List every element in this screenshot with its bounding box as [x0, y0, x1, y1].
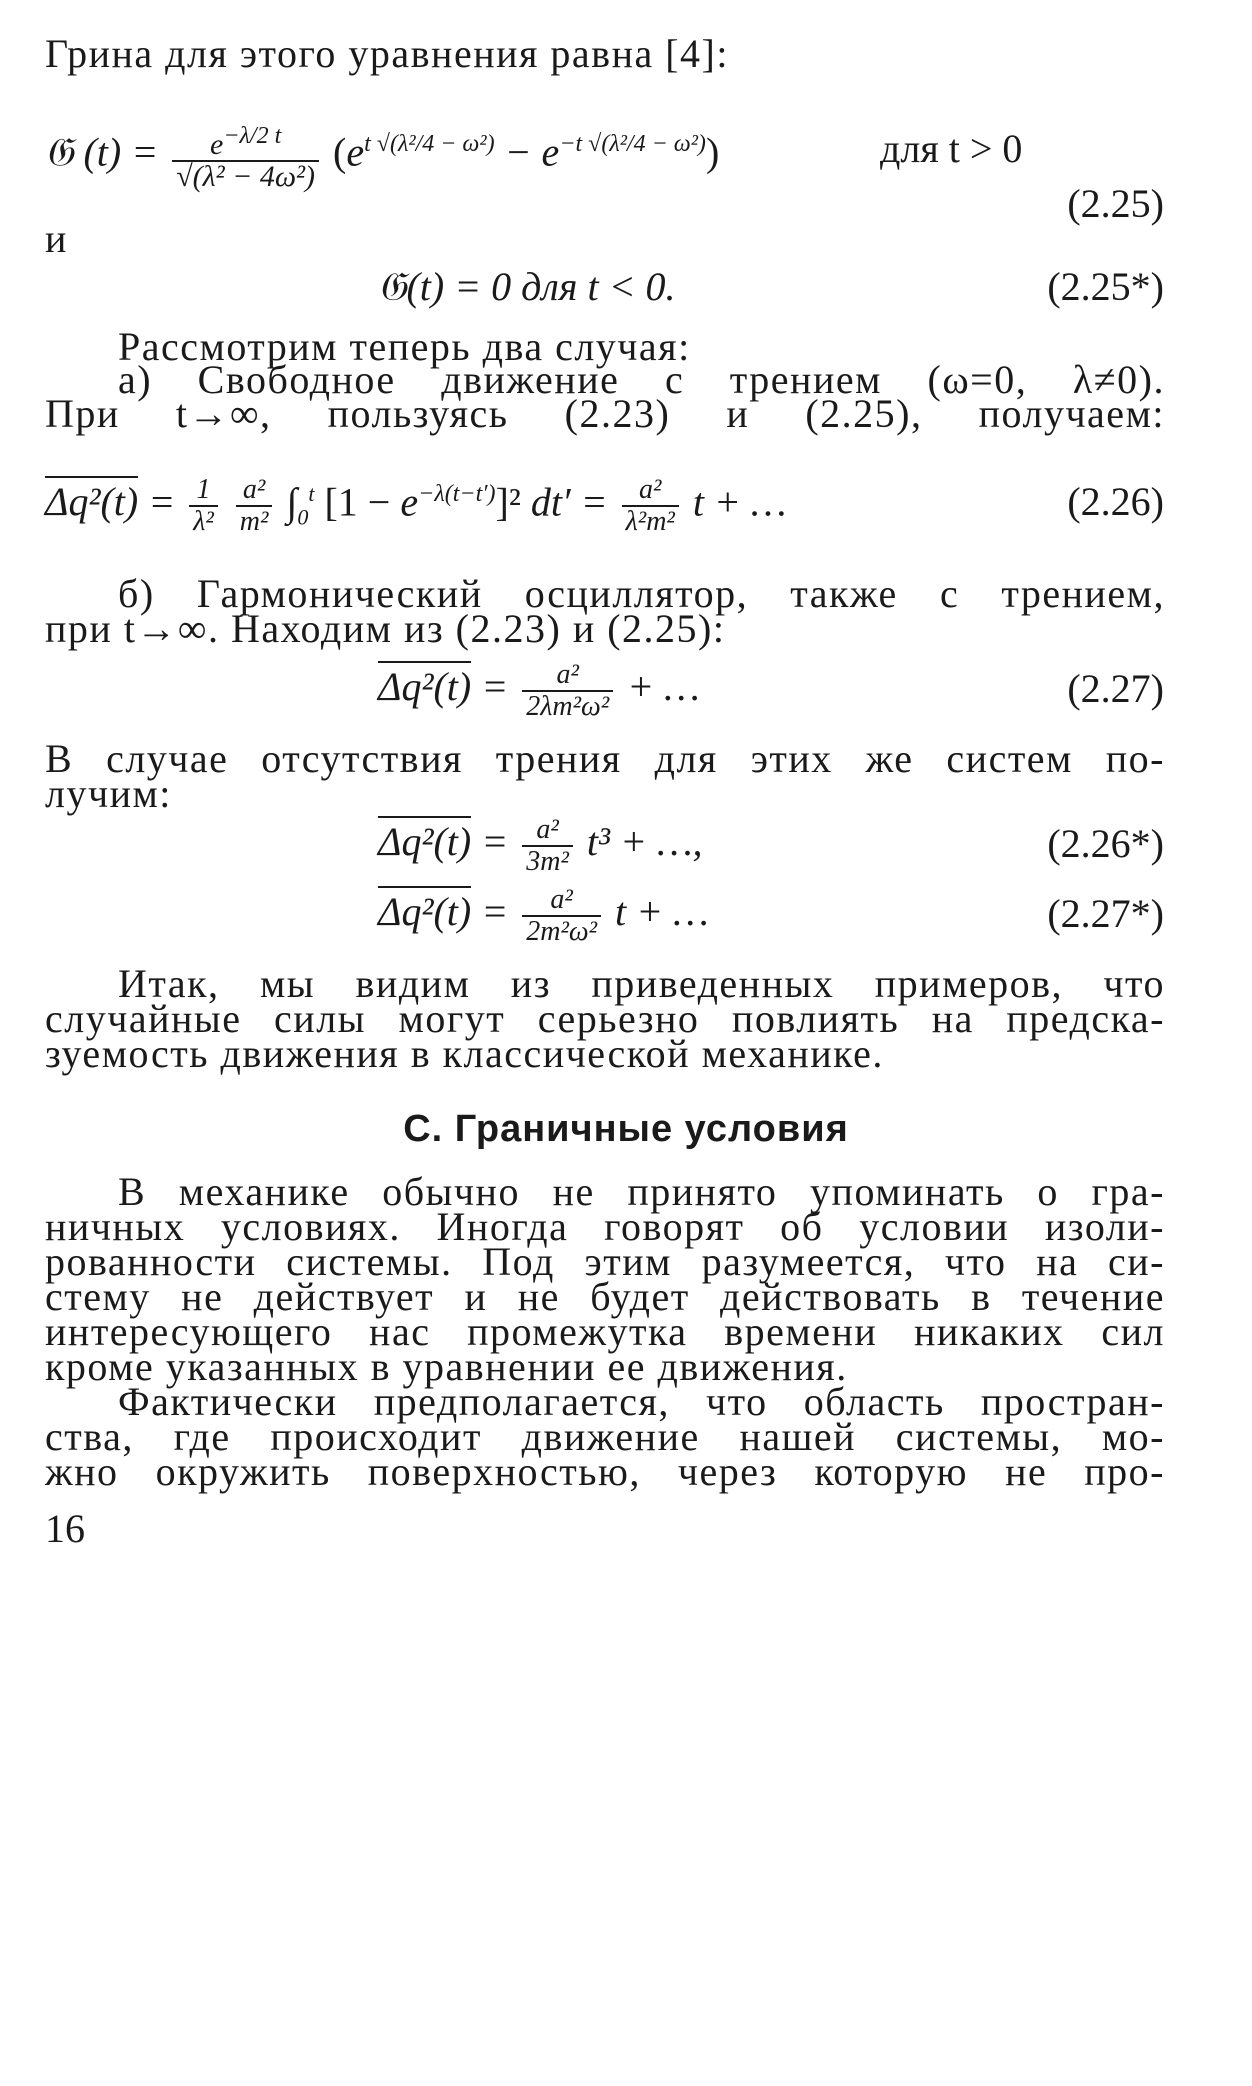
equation-2-25: 𝔊 (t) = $\frac{e^{-\lambda/2 t}}{\text{√(λ² − 4ω²)}}$ $(e^{t √(\lambda^2/4 - \omega^2)} - e^{-t √(\lambda^2/4 - \omega^2)})$	[45, 122, 720, 193]
text-conclusion-line1: Итак, мы видим из приведенных примеров, что	[118, 961, 1165, 1006]
text-case-b-line2: при t→∞. Находим из (2.23) и (2.25):	[45, 606, 726, 651]
equation-2-27: Δq²(t) = $\frac{\text{a²}}{\text{2λm²ω²}}$ + …	[378, 659, 700, 722]
equation-number-2-27-star: (2.27*)	[1047, 891, 1164, 936]
text-no-friction-line1: В случае отсутствия трения для этих же систем по-	[45, 736, 1165, 781]
text-para1-line3: рованности системы. Под этим разумеется, что на си-	[45, 1239, 1165, 1284]
text-conclusion-line3: зуемость движения в классической механике.	[45, 1031, 884, 1076]
text-para1-line5: интересующего нас промежутка времени никаких сил	[45, 1309, 1165, 1354]
equation-2-25-star: 𝔊(t) = 0 для t < 0.	[378, 264, 676, 309]
section-heading: С. Граничные условия	[403, 1108, 849, 1150]
equation-number-2-26: (2.26)	[1067, 479, 1164, 524]
text-no-friction-line2: лучим:	[45, 771, 172, 816]
text-line-green-function: Грина для этого уравнения равна [4]:	[45, 31, 729, 76]
text-case-b-line1: б) Гармонический осциллятор, также с трением,	[118, 571, 1165, 616]
text-para1-line1: В механике обычно не принято упоминать о гра-	[118, 1169, 1165, 1214]
text-para2-line1: Фактически предполагается, что область простран-	[118, 1379, 1165, 1424]
equation-2-25-condition: для t > 0	[880, 126, 1023, 171]
text-conclusion-line2: случайные силы могут серьезно повлиять на предска-	[45, 996, 1165, 1041]
page-number: 16	[45, 1506, 85, 1551]
equation-number-2-25: (2.25)	[1067, 181, 1164, 226]
equation-2-25-lhs: 𝔊 (t) =	[45, 129, 159, 175]
equation-2-26: Δq²(t) = $\frac{1}{\text{λ²}}$ $\frac{\text{a²}}{\text{m²}}$ $\int_0^t$ $[1 - e^{-\lambda(t-t')}]^2$ dt′ = $\frac{\text{a²}}{\text{λ²m²}}$ t + …	[45, 474, 787, 538]
equation-number-2-27: (2.27)	[1067, 666, 1164, 711]
text-and: и	[45, 216, 68, 261]
equation-2-25-fraction: $\frac{e^{-\lambda/2 t}}{\text{√(λ² − 4ω²)}}$	[172, 121, 319, 192]
equation-2-27-star: Δq²(t) = $\frac{\text{a²}}{\text{2m²ω²}}$ t + …	[378, 884, 709, 947]
text-para1-line2: ничных условиях. Иногда говорят об условии изоли-	[45, 1204, 1165, 1249]
equation-2-26-star: Δq²(t) = $\frac{\text{a²}}{\text{3m²}}$ t³ + …,	[378, 814, 703, 877]
text-para1-line6: кроме указанных в уравнении ее движения.	[45, 1344, 848, 1389]
equation-number-2-26-star: (2.26*)	[1047, 821, 1164, 866]
text-para2-line2: ства, где происходит движение нашей системы, мо-	[45, 1414, 1165, 1459]
text-para2-line3: жно окружить поверхностью, через которую не про-	[45, 1449, 1165, 1494]
text-case-a-line1: а) Свободное движение с трением (ω=0, λ≠0).	[118, 357, 1165, 402]
text-case-a-line2: При t→∞, пользуясь (2.23) и (2.25), получаем:	[45, 391, 1165, 436]
text-two-cases: Рассмотрим теперь два случая:	[118, 324, 691, 369]
text-para1-line4: стему не действует и не будет действовать в течение	[45, 1274, 1165, 1319]
equation-number-2-25-star: (2.25*)	[1047, 264, 1164, 309]
